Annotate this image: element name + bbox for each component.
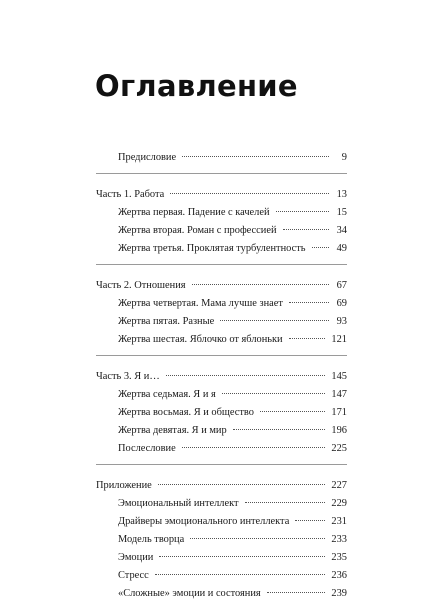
- toc-entry-page-number: 229: [331, 498, 347, 509]
- dot-leader: [289, 302, 329, 303]
- toc-entry-title: Эмоции: [118, 552, 154, 563]
- dot-leader: [295, 520, 325, 521]
- toc-entry-title: Послесловие: [118, 443, 176, 454]
- dot-leader: [260, 411, 325, 412]
- toc-entry-page-number: 13: [336, 189, 347, 200]
- dot-leader: [158, 484, 326, 485]
- toc-entry-title: Жертва шестая. Яблочко от яблоньки: [118, 334, 283, 345]
- dot-leader: [192, 284, 329, 285]
- toc-section: [96, 186, 347, 265]
- toc-entry-page-number: 239: [331, 588, 347, 599]
- toc-part-entry[interactable]: [96, 277, 347, 295]
- dot-leader: [276, 211, 329, 212]
- toc-entry-title: «Сложные» эмоции и состояния: [118, 588, 261, 599]
- dot-leader: [159, 556, 325, 557]
- toc-chapter-entry[interactable]: [96, 204, 347, 222]
- toc-chapter-entry[interactable]: [96, 531, 347, 549]
- toc-entry-page-number: 34: [336, 225, 347, 236]
- toc-chapter-entry[interactable]: [96, 404, 347, 422]
- toc-entry-title: Часть 3. Я и…: [96, 371, 160, 382]
- dot-leader: [233, 429, 326, 430]
- toc-entry-page-number: 171: [331, 407, 347, 418]
- toc-entry-title: Стресс: [118, 570, 149, 581]
- toc-chapter-entry[interactable]: [96, 313, 347, 331]
- toc-chapter-entry[interactable]: [96, 440, 347, 458]
- page-title: Оглавление: [95, 69, 298, 103]
- toc-entry-page-number: 49: [336, 243, 347, 254]
- toc-entry-page-number: 145: [331, 371, 347, 382]
- toc-section: [96, 477, 347, 609]
- toc-entry-page-number: 121: [331, 334, 347, 345]
- toc-section: [96, 368, 347, 465]
- toc-chapter-entry[interactable]: [96, 386, 347, 404]
- toc-entry-page-number: 67: [336, 280, 347, 291]
- toc-chapter-entry[interactable]: [96, 585, 347, 603]
- toc-part-entry[interactable]: [96, 368, 347, 386]
- toc-entry-page-number: 9: [341, 152, 347, 163]
- toc-part-entry[interactable]: [96, 186, 347, 204]
- toc-section: [96, 277, 347, 356]
- toc-entry-title: Жертва первая. Падение с качелей: [118, 207, 270, 218]
- dot-leader: [245, 502, 326, 503]
- dot-leader: [155, 574, 326, 575]
- toc-entry-title: Жертва пятая. Разные: [118, 316, 215, 327]
- toc-entry-title: Жертва третья. Проклятая турбулентность: [118, 243, 306, 254]
- dot-leader: [166, 375, 326, 376]
- toc-entry-page-number: 93: [336, 316, 347, 327]
- toc-entry-page-number: 69: [336, 298, 347, 309]
- toc-chapter-entry[interactable]: [96, 567, 347, 585]
- toc-entry-page-number: 227: [331, 480, 347, 491]
- dot-leader: [182, 447, 326, 448]
- toc-chapter-entry[interactable]: [96, 549, 347, 567]
- toc-chapter-entry[interactable]: [96, 240, 347, 258]
- table-of-contents: [96, 149, 347, 609]
- toc-entry-title: Жертва четвертая. Мама лучше знает: [118, 298, 283, 309]
- toc-entry-page-number: 225: [331, 443, 347, 454]
- toc-entry-page-number: 196: [331, 425, 347, 436]
- dot-leader: [170, 193, 329, 194]
- toc-entry-title: Эмоциональный интеллект: [118, 498, 239, 509]
- toc-entry-title: Приложение: [96, 480, 152, 491]
- toc-entry-title: Модель творца: [118, 534, 185, 545]
- toc-chapter-entry[interactable]: [96, 149, 347, 167]
- dot-leader: [190, 538, 325, 539]
- dot-leader: [289, 338, 326, 339]
- toc-entry-page-number: 231: [331, 516, 347, 527]
- dot-leader: [182, 156, 329, 157]
- toc-chapter-entry[interactable]: [96, 422, 347, 440]
- toc-entry-title: Драйверы эмоционального интеллекта: [118, 516, 290, 527]
- dot-leader: [222, 393, 326, 394]
- toc-entry-title: Часть 2. Отношения: [96, 280, 186, 291]
- toc-entry-page-number: 235: [331, 552, 347, 563]
- toc-chapter-entry[interactable]: [96, 295, 347, 313]
- toc-entry-page-number: 15: [336, 207, 347, 218]
- toc-section: [96, 149, 347, 174]
- toc-entry-title: Жертва вторая. Роман с профессией: [118, 225, 277, 236]
- toc-part-entry[interactable]: [96, 477, 347, 495]
- toc-entry-title: Часть 1. Работа: [96, 189, 165, 200]
- dot-leader: [312, 247, 330, 248]
- toc-entry-title: Жертва девятая. Я и мир: [118, 425, 227, 436]
- dot-leader: [267, 592, 326, 593]
- toc-chapter-entry[interactable]: [96, 495, 347, 513]
- toc-entry-title: Предисловие: [118, 152, 177, 163]
- toc-entry-title: Жертва восьмая. Я и общество: [118, 407, 254, 418]
- toc-chapter-entry[interactable]: [96, 513, 347, 531]
- toc-entry-page-number: 233: [331, 534, 347, 545]
- toc-chapter-entry[interactable]: [96, 222, 347, 240]
- toc-chapter-entry[interactable]: [96, 331, 347, 349]
- toc-entry-page-number: 147: [331, 389, 347, 400]
- dot-leader: [283, 229, 329, 230]
- toc-entry-page-number: 236: [331, 570, 347, 581]
- toc-entry-title: Жертва седьмая. Я и я: [118, 389, 216, 400]
- dot-leader: [220, 320, 329, 321]
